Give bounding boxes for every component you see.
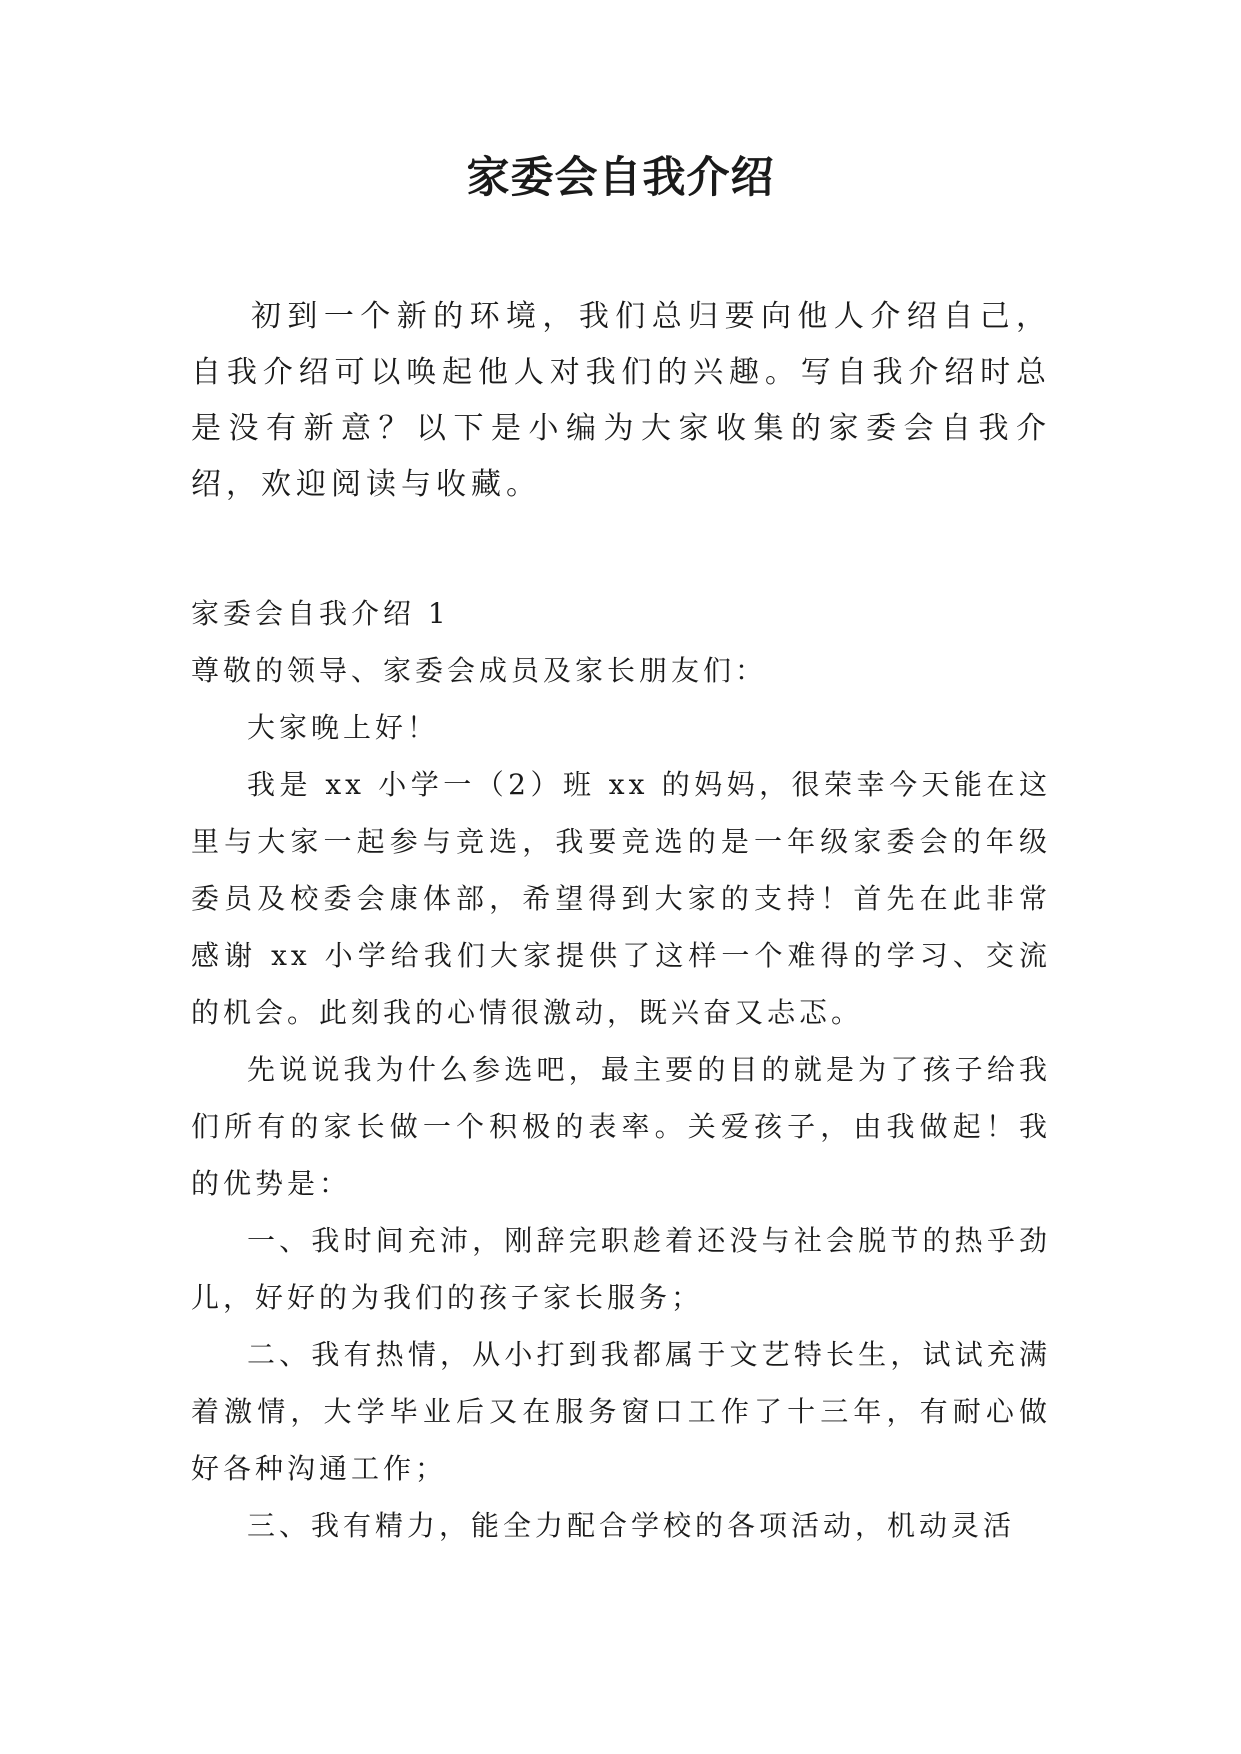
body-paragraph: 先说说我为什么参选吧，最主要的目的就是为了孩子给我们所有的家长做一个积极的表率。关爱孩子，由我做起！我的优势是： bbox=[191, 1053, 1051, 1200]
document-title: 家委会自我介绍 bbox=[466, 153, 775, 203]
body-paragraph: 三、我有精力，能全力配合学校的各项活动，机动灵活 bbox=[247, 1509, 1016, 1542]
greeting: 大家晚上好！ bbox=[247, 711, 440, 744]
body-paragraph: 一、我时间充沛，刚辞完职趁着还没与社会脱节的热乎劲儿，好好的为我们的孩子家长服务； bbox=[191, 1224, 1051, 1314]
section-1 bbox=[191, 585, 1051, 1554]
intro-paragraph: 初到一个新的环境，我们总归要向他人介绍自己，自我介绍可以唤起他人对我们的兴趣。写自我介绍时总是没有新意？以下是小编为大家收集的家委会自我介绍，欢迎阅读与收藏。 bbox=[191, 299, 1051, 502]
body-paragraph: 我是 xx 小学一（2）班 xx 的妈妈，很荣幸今天能在这里与大家一起参与竞选，我要竞选的是一年级家委会的年级委员及校委会康体部，希望得到大家的支持！首先在此非常感谢 xx 小学给我们大家提供了这样一个难得的学习、交流的机会。此刻我的心情很激动，既兴奋又忐忑。 bbox=[191, 768, 1051, 1029]
section-heading: 家委会自我介绍 1 bbox=[191, 597, 450, 630]
salutation: 尊敬的领导、家委会成员及家长朋友们： bbox=[191, 654, 768, 687]
intro-block bbox=[191, 289, 1051, 513]
body-paragraph: 二、我有热情，从小打到我都属于文艺特长生，试试充满着激情，大学毕业后又在服务窗口工作了十三年，有耐心做好各种沟通工作； bbox=[191, 1338, 1051, 1485]
